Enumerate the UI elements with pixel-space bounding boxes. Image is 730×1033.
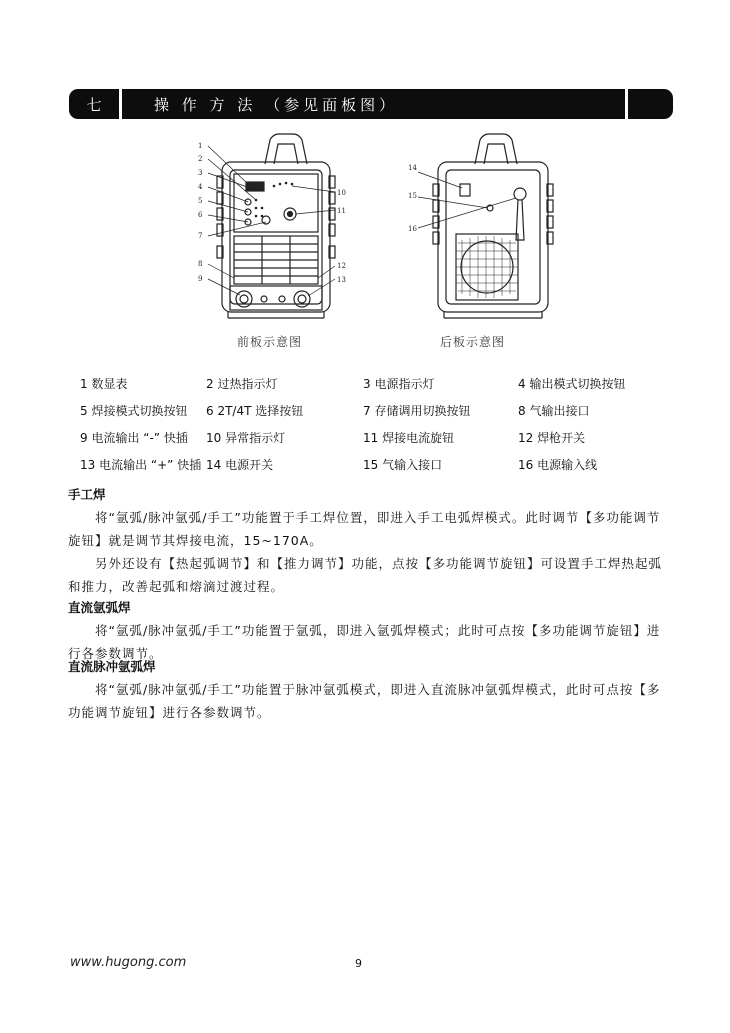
svg-text:9: 9 bbox=[198, 275, 203, 283]
section-number: 七 bbox=[69, 89, 119, 119]
svg-text:13: 13 bbox=[337, 276, 346, 284]
page-number: 9 bbox=[355, 957, 362, 970]
footer-website-url: www.hugong.com bbox=[70, 955, 187, 970]
section-title: 操 作 方 法 （参见面板图） bbox=[122, 89, 625, 119]
legend-item: 16 电源输入线 bbox=[518, 458, 598, 472]
back-panel-caption: 后板示意图 bbox=[440, 335, 506, 349]
svg-text:4: 4 bbox=[198, 183, 203, 191]
section-heading: 直流氩弧焊 bbox=[68, 600, 131, 615]
svg-text:3: 3 bbox=[198, 169, 203, 177]
legend-item: 7 存储调用切换按钮 bbox=[363, 404, 471, 418]
legend-item: 14 电源开关 bbox=[206, 458, 274, 472]
svg-text:12: 12 bbox=[337, 262, 346, 270]
legend-row bbox=[80, 429, 660, 456]
body-paragraph: 将“氩弧/脉冲氩弧/手工”功能置于脉冲氩弧模式，即进入直流脉冲氩弧焊模式，此时可点按【多功能调节旋钮】进行各参数调节。 bbox=[68, 682, 661, 720]
svg-text:2: 2 bbox=[198, 155, 203, 163]
svg-text:10: 10 bbox=[337, 189, 346, 197]
legend-row bbox=[80, 375, 660, 402]
component-legend bbox=[80, 375, 660, 483]
section-heading: 直流脉冲氩弧焊 bbox=[68, 659, 156, 674]
section-header-bar bbox=[69, 89, 673, 119]
svg-text:5: 5 bbox=[198, 197, 203, 205]
legend-item: 4 输出模式切换按钮 bbox=[518, 377, 626, 391]
section-manual-welding bbox=[68, 483, 668, 598]
legend-item: 15 气输入接口 bbox=[363, 458, 443, 472]
svg-text:11: 11 bbox=[337, 207, 346, 215]
svg-text:1: 1 bbox=[198, 142, 203, 150]
legend-item: 5 焊接模式切换按钮 bbox=[80, 404, 188, 418]
header-bar-end bbox=[628, 89, 673, 119]
legend-row bbox=[80, 456, 660, 483]
legend-item: 13 电流输出 “+” 快插 bbox=[80, 458, 202, 472]
svg-text:15: 15 bbox=[408, 192, 417, 200]
body-paragraph: 另外还设有【热起弧调节】和【推力调节】功能，点按【多功能调节旋钮】可设置手工焊热起弧和推力，改善起弧和熔滴过渡过程。 bbox=[68, 556, 663, 594]
front-panel-caption: 前板示意图 bbox=[237, 335, 303, 349]
svg-text:7: 7 bbox=[198, 232, 203, 240]
legend-item: 3 电源指示灯 bbox=[363, 377, 435, 391]
body-paragraph: 将“氩弧/脉冲氩弧/手工”功能置于氩弧，即进入氩弧焊模式；此时可点按【多功能调节旋钮】进行各参数调节。 bbox=[68, 623, 661, 661]
svg-text:8: 8 bbox=[198, 260, 203, 268]
legend-item: 11 焊接电流旋钮 bbox=[363, 431, 455, 445]
legend-item: 2 过热指示灯 bbox=[206, 377, 278, 391]
legend-item: 6 2T/4T 选择按钮 bbox=[206, 404, 304, 418]
section-dc-pulse-tig bbox=[68, 655, 668, 724]
legend-item: 10 异常指示灯 bbox=[206, 431, 286, 445]
body-paragraph: 将“氩弧/脉冲氩弧/手工”功能置于手工焊位置，即进入手工电弧焊模式。此时调节【多功能调节旋钮】就是调节其焊接电流，15~170A。 bbox=[68, 510, 661, 548]
svg-text:6: 6 bbox=[198, 211, 203, 219]
legend-item: 12 焊枪开关 bbox=[518, 431, 586, 445]
svg-text:16: 16 bbox=[408, 225, 417, 233]
svg-text:14: 14 bbox=[408, 164, 417, 172]
legend-item: 1 数显表 bbox=[80, 377, 128, 391]
legend-row bbox=[80, 402, 660, 429]
section-heading: 手工焊 bbox=[68, 487, 106, 502]
legend-item: 8 气输出接口 bbox=[518, 404, 590, 418]
back-panel-drawing bbox=[433, 134, 553, 318]
legend-item: 9 电流输出 “-” 快插 bbox=[80, 431, 188, 445]
panel-diagram bbox=[190, 128, 560, 330]
